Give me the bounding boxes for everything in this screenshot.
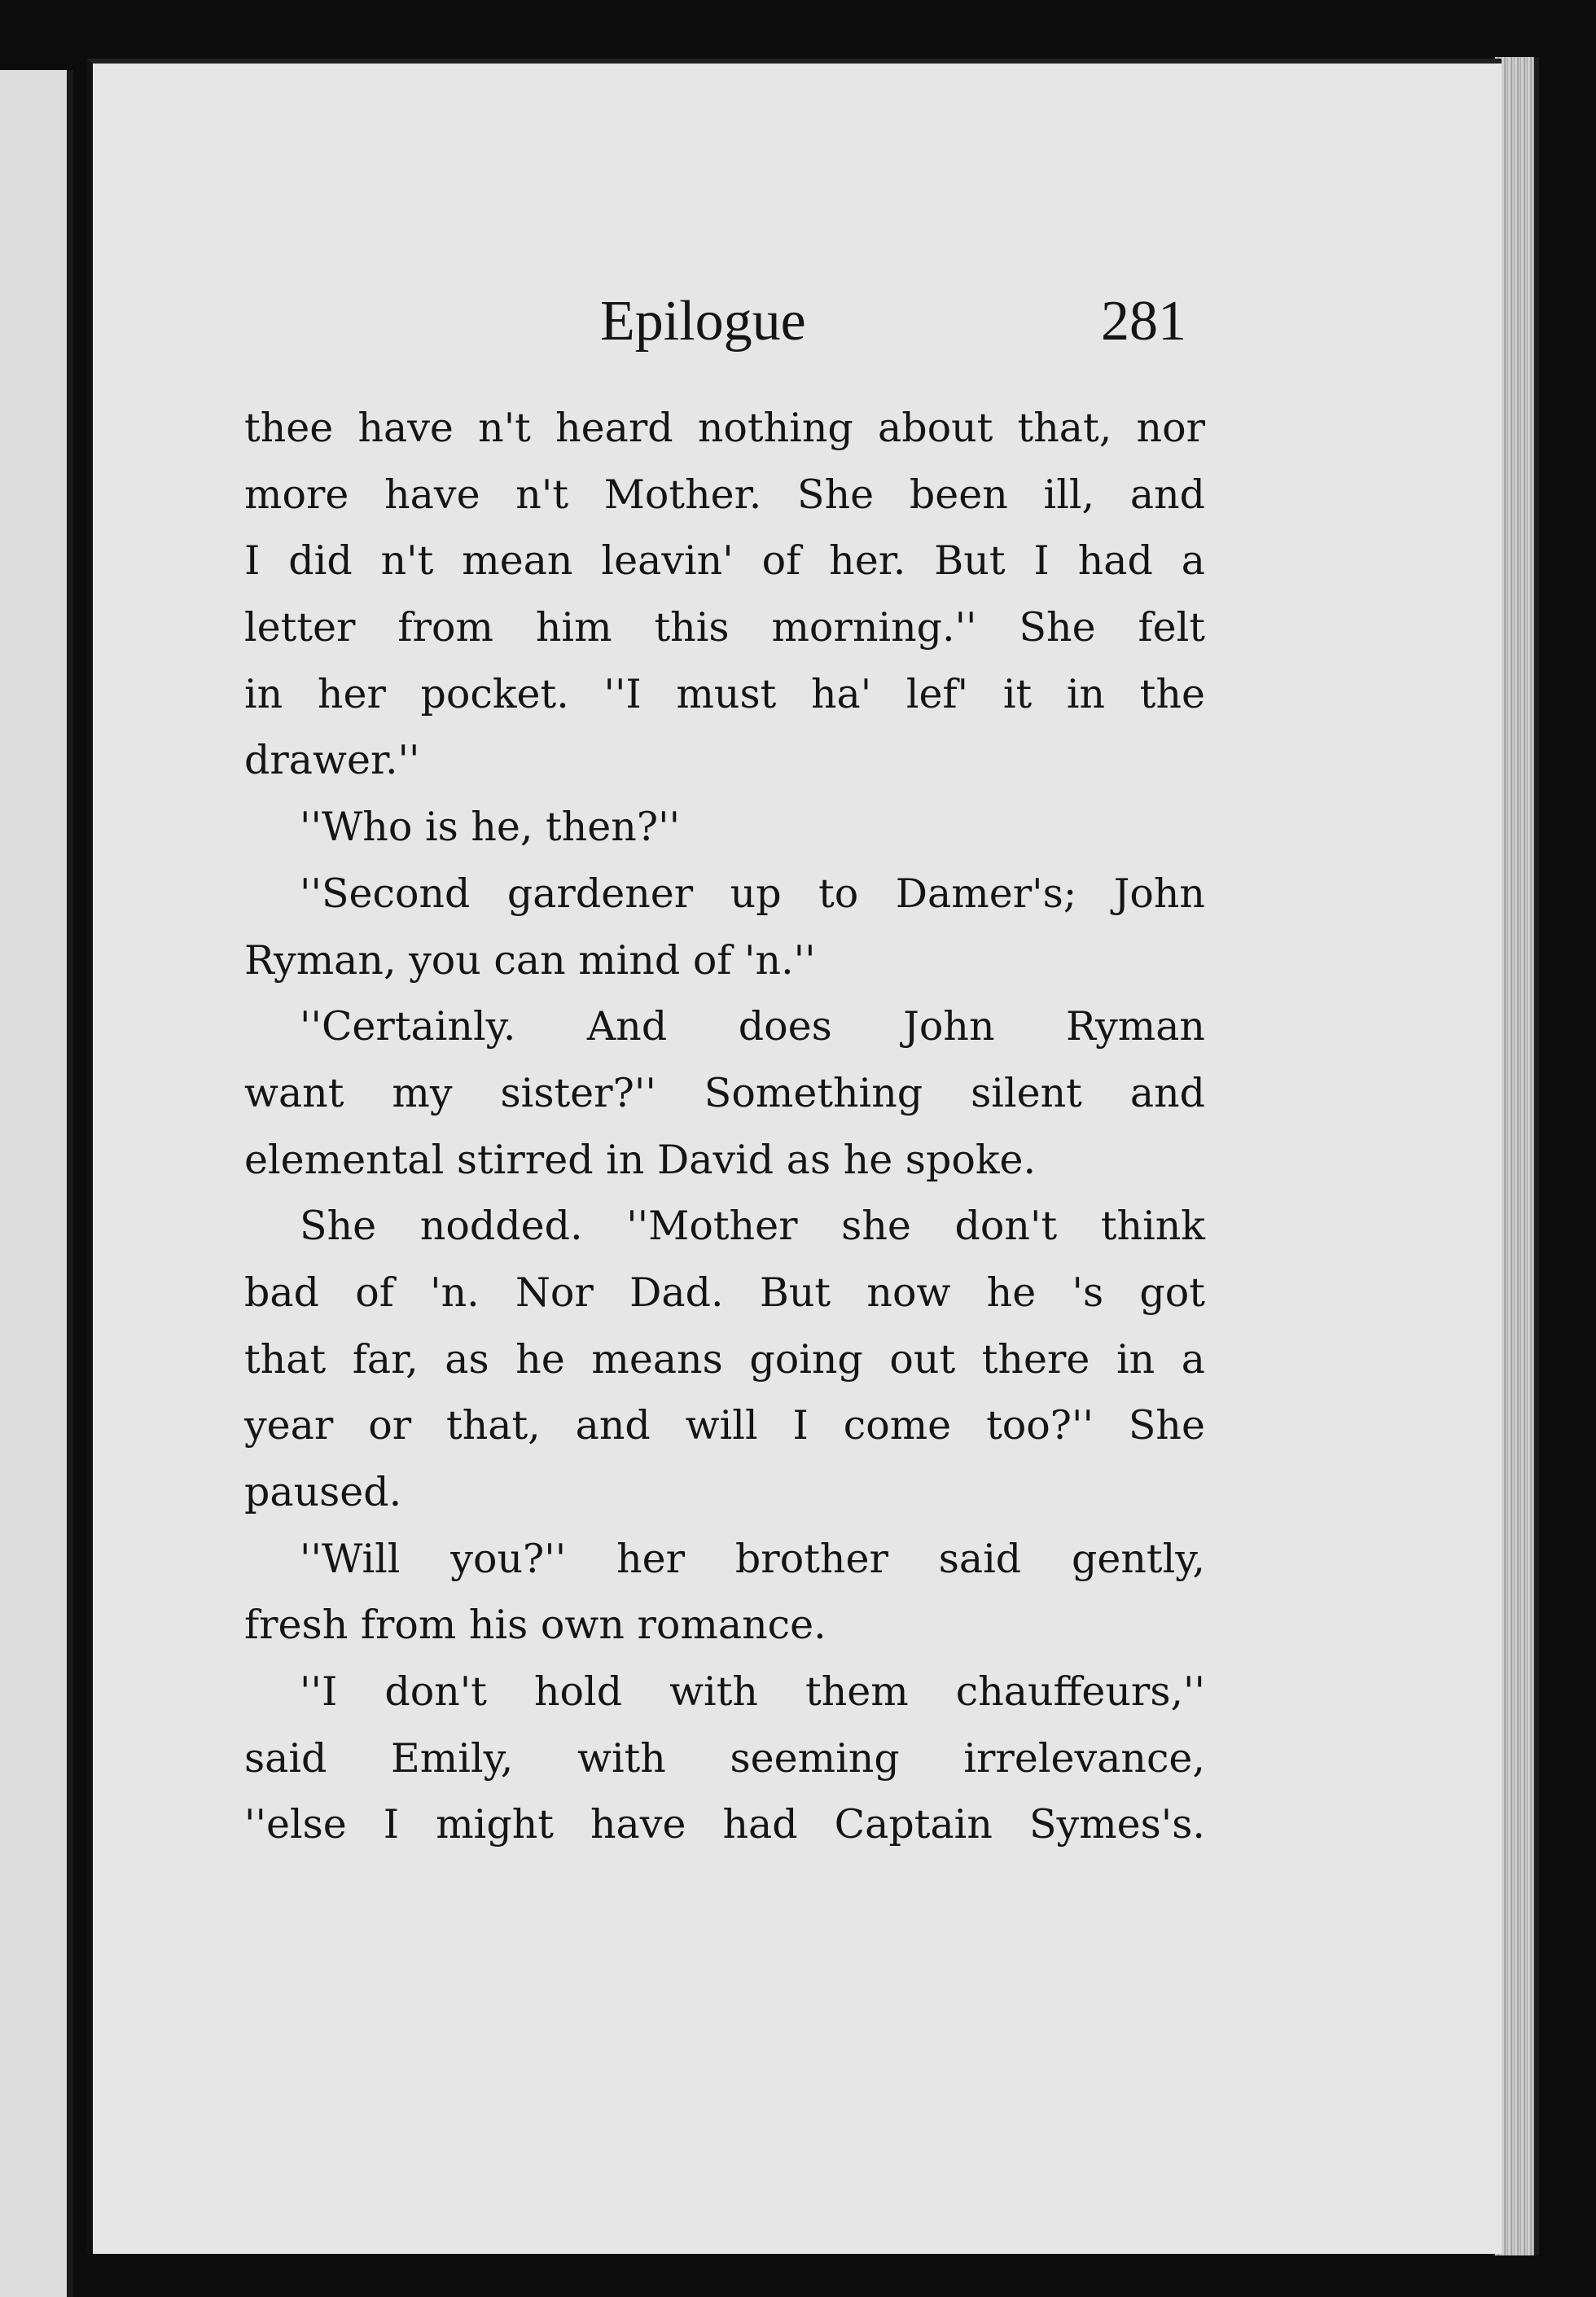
text-line: in her pocket. ''I must ha' lef' it in the xyxy=(244,670,1205,717)
section-title: Epilogue xyxy=(600,290,806,353)
text-line: want my sister?'' Something silent and xyxy=(244,1069,1205,1116)
text-line: elemental stirred in David as he spoke. xyxy=(244,1136,1037,1183)
body-text xyxy=(244,395,1205,1858)
text-line: fresh from his own romance. xyxy=(244,1602,826,1649)
text-line: letter from him this morning.'' She felt xyxy=(244,604,1205,651)
text-line: ''Will you?'' her brother said gently, xyxy=(300,1535,1205,1582)
text-line: that far, as he means going out there in a xyxy=(244,1335,1205,1383)
text-line: year or that, and will I come too?'' She xyxy=(244,1402,1205,1449)
text-line: Ryman, you can mind of 'n.'' xyxy=(244,936,816,984)
text-line: said Emily, with seeming irrelevance, xyxy=(244,1734,1205,1782)
page-number: 281 xyxy=(1101,290,1186,353)
text-line: ''Certainly. And does John Ryman xyxy=(300,1003,1205,1050)
text-line: more have n't Mother. She been ill, and xyxy=(244,471,1205,518)
text-line: I did n't mean leavin' of her. But I had a xyxy=(244,537,1205,585)
text-line: drawer.'' xyxy=(244,737,420,784)
text-line: bad of 'n. Nor Dad. But now he 's got xyxy=(244,1269,1205,1316)
text-line: She nodded. ''Mother she don't think xyxy=(300,1203,1205,1250)
text-line: ''Second gardener up to Damer's; John xyxy=(300,870,1205,917)
page-stack-edge xyxy=(1495,57,1539,2255)
text-line: ''else I might have had Captain Symes's. xyxy=(244,1801,1205,1848)
text-line: ''Who is he, then?'' xyxy=(300,804,681,851)
running-head xyxy=(0,289,1596,362)
text-line: thee have n't heard nothing about that, nor xyxy=(244,405,1205,451)
text-line: paused. xyxy=(244,1469,402,1515)
facing-page-edge xyxy=(0,70,73,2297)
text-line: ''I don't hold with them chauffeurs,'' xyxy=(300,1668,1205,1716)
